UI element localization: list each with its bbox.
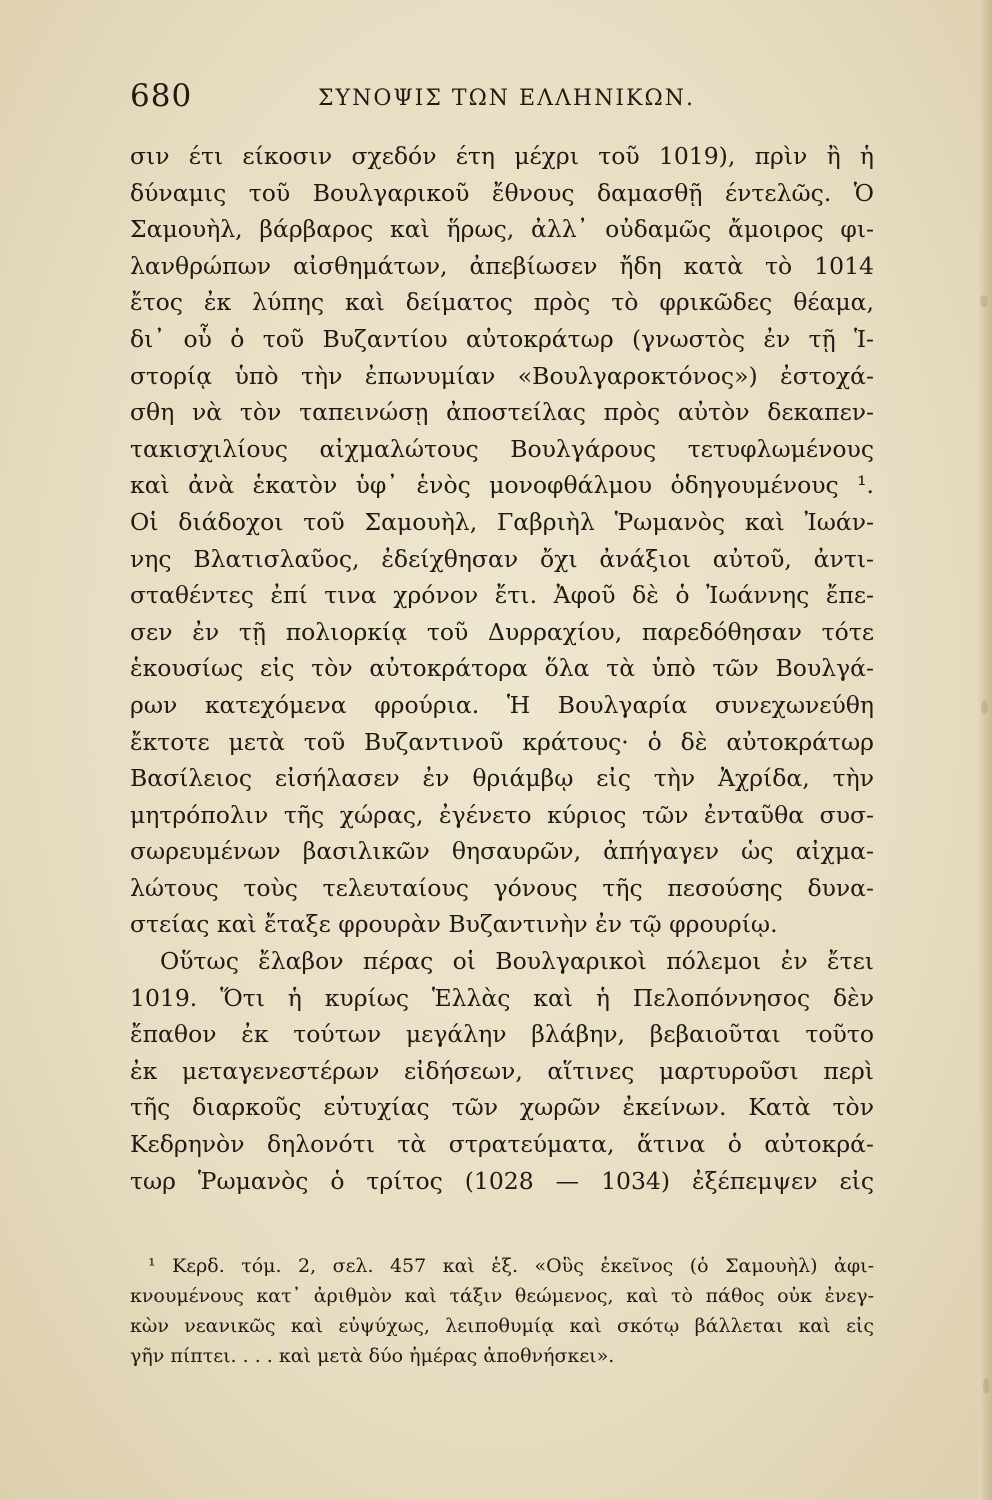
text-line: νης Βλατισλαῦος, ἐδείχθησαν ὄχι ἀνάξιοι αὐτοῦ, ἀντι- xyxy=(130,544,874,573)
text-line: ἔπαθον ἐκ τούτων μεγάλην βλάβην, βεβαιοῦται τοῦτο xyxy=(130,1020,874,1049)
running-head: ΣΥΝΟΨΙΣ ΤΩΝ ΕΛΛΗΝΙΚΩΝ. xyxy=(318,86,695,111)
text-line: Οἱ διάδοχοι τοῦ Σαμουὴλ, Γαβριὴλ Ῥωμανὸς καὶ Ἰωάν- xyxy=(130,507,874,536)
text-line: στορίᾳ ὑπὸ τὴν ἐπωνυμίαν «Βουλγαροκτόνος») ἐστοχά- xyxy=(130,361,874,390)
paper-spot xyxy=(981,700,988,714)
text-line: τωρ Ῥωμανὸς ὁ τρίτος (1028 — 1034) ἐξέπεμψεν εἰς xyxy=(130,1166,874,1195)
footnotes xyxy=(130,1251,874,1371)
page-header xyxy=(130,78,875,122)
text-line: δύναμις τοῦ Βουλγαρικοῦ ἔθνους δαμασθῇ έντελῶς. Ὁ xyxy=(130,178,874,207)
text-line: Βασίλειος εἰσήλασεν ἐν θριάμβῳ εἰς τὴν Ἀχρίδα, τὴν xyxy=(130,764,874,793)
text-line: σωρευμένων βασιλικῶν θησαυρῶν, ἀπήγαγεν ὡς αἰχμα- xyxy=(130,837,874,866)
text-line: σθη νὰ τὸν ταπεινώσῃ ἀποστείλας πρὸς αὐτὸν δεκαπεν- xyxy=(130,398,874,427)
text-line: ἔκτοτε μετὰ τοῦ Βυζαντινοῦ κράτους· ὁ δὲ αὐτοκράτωρ xyxy=(130,727,874,756)
text-line: τῆς διαρκοῦς εὐτυχίας τῶν χωρῶν ἐκείνων. Κατὰ τὸν xyxy=(130,1093,874,1122)
page-edge xyxy=(978,0,992,1500)
text-line: ἐκ μεταγενεστέρων εἰδήσεων, αἵτινες μαρτυροῦσι περὶ xyxy=(130,1056,874,1085)
footnote-line: κὼν νεανικῶς καὶ εὐψύχως, λειποθυμίᾳ καὶ σκότῳ βάλλεται καὶ εἰς xyxy=(130,1315,874,1337)
page-number: 680 xyxy=(130,78,193,114)
text-line: Σαμουὴλ, βάρβαρος καὶ ἥρως, ἀλλ᾽ οὐδαμῶς ἄμοιρος φι- xyxy=(130,215,874,244)
text-line: ρων κατεχόμενα φρούρια. Ἡ Βουλγαρία συνεχωνεύθη xyxy=(130,690,874,719)
text-line: τακισχιλίους αἰχμαλώτους Βουλγάρους τετυφλωμένους xyxy=(130,434,874,463)
paper-spot xyxy=(983,1378,989,1394)
paper-spot xyxy=(980,295,988,307)
footnote-line: κνουμένους κατ᾽ ἀριθμὸν καὶ τάξιν θεώμενος, καὶ τὸ πάθος οὐκ ἐνεγ- xyxy=(130,1285,874,1307)
text-line: λώτους τοὺς τελευταίους γόνους τῆς πεσούσης δυνα- xyxy=(130,873,874,902)
text-line: Οὕτως ἔλαβον πέρας οἱ Βουλγαρικοὶ πόλεμοι ἐν ἔτει xyxy=(160,947,874,976)
text-line: ἔτος ἐκ λύπης καὶ δείματος πρὸς τὸ φρικῶδες θέαμα, xyxy=(130,288,874,317)
footnote-line: γῆν πίπτει. . . . καὶ μετὰ δύο ἡμέρας ἀποθνήσκει». xyxy=(130,1345,615,1367)
footnote-line: ¹ Κερδ. τόμ. 2, σελ. 457 καὶ ἑξ. «Οὓς ἐκεῖνος (ὁ Σαμουὴλ) ἀφι- xyxy=(148,1255,874,1277)
text-line: σιν έτι είκοσιν σχεδόν έτη μέχρι τοῦ 1019), πρὶν ἢ ἡ xyxy=(130,142,874,170)
text-line: δι᾽ οὗ ὁ τοῦ Βυζαντίου αὐτοκράτωρ (γνωστὸς ἐν τῇ Ἱ- xyxy=(130,324,874,353)
text-line: ἑκουσίως εἰς τὸν αὐτοκράτορα ὅλα τὰ ὑπὸ τῶν Βουλγά- xyxy=(130,654,874,683)
text-line: σεν ἐν τῇ πολιορκίᾳ τοῦ Δυρραχίου, παρεδόθησαν τότε xyxy=(130,617,874,646)
text-line: στείας καὶ ἔταξε φρουρὰν Βυζαντινὴν ἐν τῷ φρουρίῳ. xyxy=(130,910,778,939)
text-line: Κεδρηνὸν δηλονότι τὰ στρατεύματα, ἅτινα ὁ αὐτοκρά- xyxy=(130,1130,874,1159)
body-text xyxy=(130,138,874,1199)
text-line: λανθρώπων αἰσθημάτων, ἀπεβίωσεν ἤδη κατὰ τὸ 1014 xyxy=(130,251,874,280)
text-line: μητρόπολιν τῆς χώρας, ἐγένετο κύριος τῶν ἐνταῦθα συσ- xyxy=(130,800,874,829)
text-line: 1019. Ὅτι ἡ κυρίως Ἑλλὰς καὶ ἡ Πελοπόννησος δὲν xyxy=(130,983,874,1012)
text-line: σταθέντες ἐπί τινα χρόνον ἔτι. Ἀφοῦ δὲ ὁ Ἰωάννης ἔπε- xyxy=(130,581,874,610)
text-line: καὶ ἀνὰ ἑκατὸν ὑφ᾽ ἑνὸς μονοφθάλμου ὁδηγουμένους ¹. xyxy=(130,471,874,500)
